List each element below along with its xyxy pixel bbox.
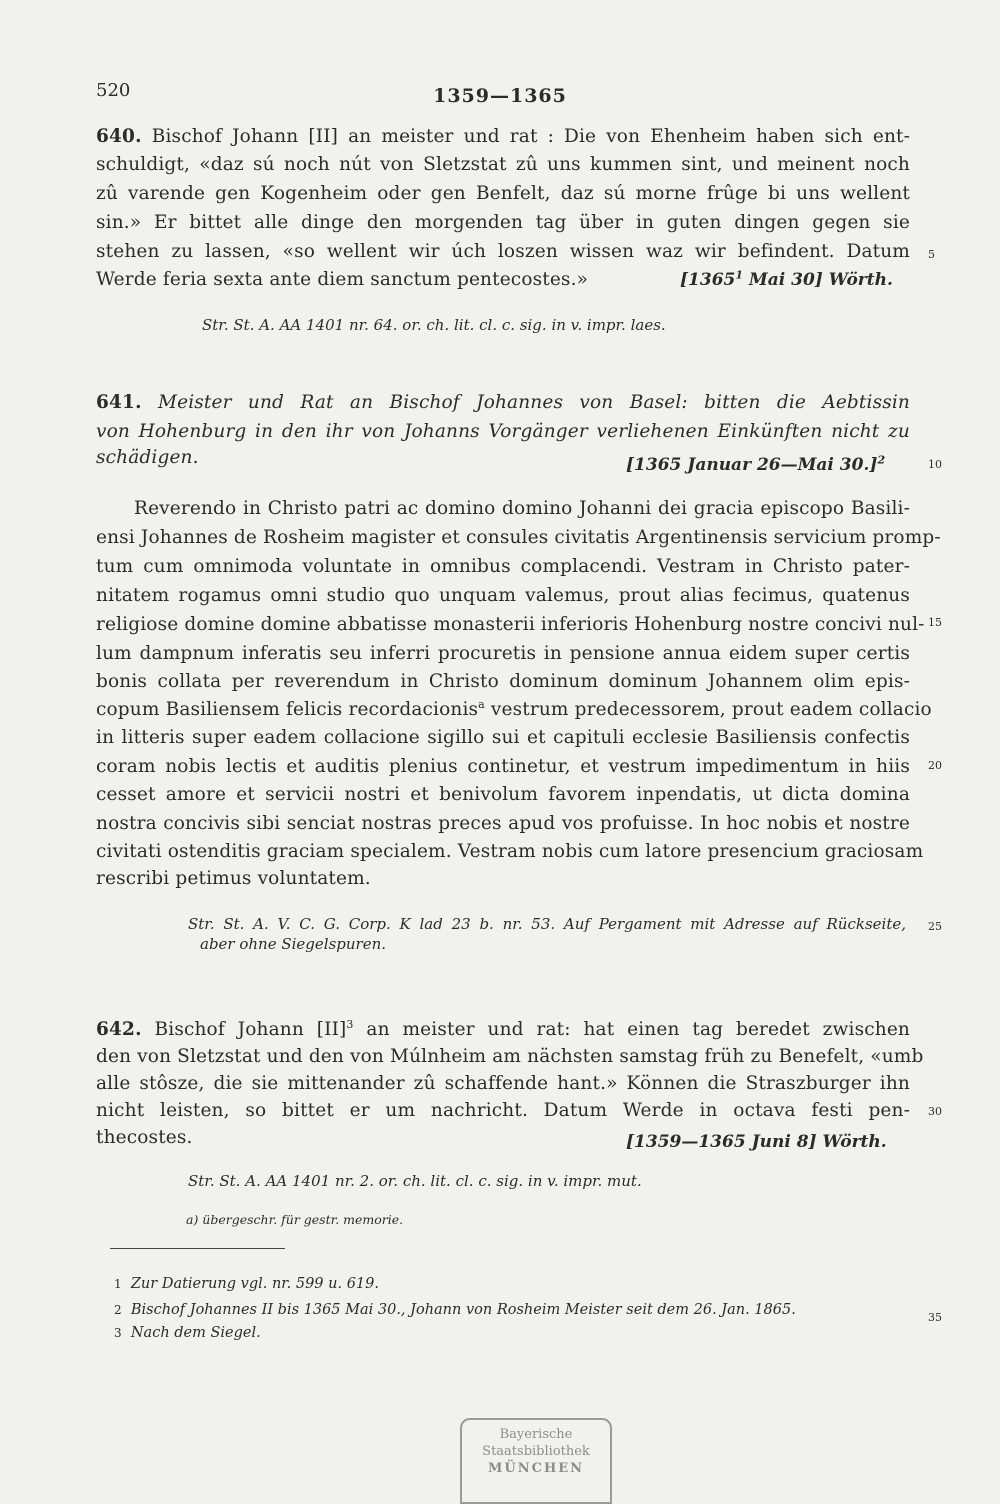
entry-641-body-line-5: religiose domine domine abbatisse monasterii inferioris Hohenburg nostre concivi nul- [96,614,925,635]
entry-642-line-3: alle stôsze, die sie mittenander zû schaffende hant.» Können die Straszburger ihn [96,1073,910,1094]
entry-640-line-6: Werde feria sexta ante diem sanctum pentecostes.» [96,269,589,290]
entry-641-body-line-13: civitati ostenditis graciam specialem. Vestram nobis cum latore presencium graciosam [96,841,924,862]
entry-640-source: Str. St. A. AA 1401 nr. 64. or. ch. lit. cl. c. sig. in v. impr. laes. [202,316,666,334]
entry-640-date: [1365$^1$ Mai 30] Wörth. [680,268,893,290]
entry-641-body-line-3: tum cum omnimoda voluntate in omnibus complacendi. Vestram in Christo pater- [96,556,910,577]
entry-641-summary-line-3: schädigen. [96,447,199,468]
line-number-5: 5 [928,248,935,261]
entry-641-body-line-8: copum Basiliensem felicis recordacionis$^a$ vestrum predecessorem, prout eadem collacio [96,697,932,720]
entry-641-body-line-11: cesset amore et servicii nostri et benivolum favorem inpendatis, ut dicta domina [96,784,910,805]
entry-640-line-4: sin.» Er bittet alle dinge den morgenden tag über in guten dingen gegen sie [96,212,910,233]
entry-641-body-line-7: bonis collata per reverendum in Christo dominum dominum Johannem olim epis- [96,671,910,692]
entry-641-body-line-6: lum dampnum inferatis seu inferri procuretis in pensione annua eidem super certis [96,643,910,664]
entry-641-body-line-14: rescribi petimus voluntatem. [96,868,371,889]
line-number-15: 15 [928,616,942,629]
entry-641-body-line-4: nitatem rogamus omni studio quo unquam valemus, prout alias fecimus, quatenus [96,585,910,606]
entry-641-summary-line-2: von Hohenburg in den ihr von Johanns Vorgänger verliehenen Einkünften nicht zu [96,421,910,442]
entry-640-line-5: stehen zu lassen, «so wellent wir úch loszen wissen waz wir befindent. Datum [96,241,910,262]
entry-642-source: Str. St. A. AA 1401 nr. 2. or. ch. lit. cl. c. sig. in v. impr. mut. [188,1172,642,1190]
entry-642-line-1: 642. Bischof Johann [II]$^3$ an meister und rat: hat einen tag beredet zwischen [96,1017,910,1040]
entry-642-date: [1359—1365 Juni 8] Wörth. [626,1132,887,1152]
entry-number: 642. [96,1019,142,1040]
entry-642-line-2: den von Sletzstat und den von Múlnheim am nächsten samstag früh zu Benefelt, «umb [96,1046,924,1067]
page-number: 520 [96,80,131,101]
entry-641-body-line-10: coram nobis lectis et auditis plenius continetur, et vestrum impedimentum in hiis [96,756,910,777]
entry-number: 640. [96,126,142,147]
line-number-30: 30 [928,1105,942,1118]
entry-640-line-3: zû varende gen Kogenheim oder gen Benfelt, daz sú morne frûge bi uns wellent [96,183,910,204]
entry-641-body-line-2: ensi Johannes de Rosheim magister et consules civitatis Argentinensis servicium promp- [96,527,941,548]
entry-number: 641. [96,392,142,413]
library-stamp: Bayerische Staatsbibliothek MÜNCHEN [460,1418,612,1504]
line-number-10: 10 [928,458,942,471]
entry-641-body-line-12: nostra concivis sibi senciat nostras preces apud vos profuisse. In hoc nobis et nostre [96,813,910,834]
footnote-divider [110,1248,285,1249]
line-number-20: 20 [928,759,942,772]
line-number-25: 25 [928,920,942,933]
line-number-35: 35 [928,1311,942,1324]
textual-apparatus: a) übergeschr. für gestr. memorie. [186,1212,404,1227]
entry-641-source-line-2: aber ohne Siegelspuren. [200,935,387,953]
footnote-3: 3 Nach dem Siegel. [114,1325,261,1341]
entry-641-body-line-1: Reverendo in Christo patri ac domino domino Johanni dei gracia episcopo Basili- [134,498,910,519]
footnote-2: 2 Bischof Johannes II bis 1365 Mai 30., Johann von Rosheim Meister seit dem 26. Jan. 1865. [114,1302,796,1318]
entry-641-body-line-9: in litteris super eadem collacione sigillo sui et capituli ecclesie Basiliensis confectis [96,727,910,748]
entry-641-source-line-1: Str. St. A. V. C. G. Corp. K lad 23 b. nr. 53. Auf Pergament mit Adresse auf Rückseite, [188,915,906,933]
entry-642-line-4: nicht leisten, so bittet er um nachricht. Datum Werde in octava festi pen- [96,1100,910,1121]
running-header: 1359—1365 [433,85,567,107]
entry-641-summary-line-1: 641. Meister und Rat an Bischof Johannes von Basel: bitten die Aebtissin [96,392,910,413]
footnote-1: 1 Zur Datierung vgl. nr. 599 u. 619. [114,1276,379,1292]
entry-640-line-2: schuldigt, «daz sú noch nút von Sletzstat zû uns kummen sint, und meinent noch [96,154,910,175]
entry-640-line-1: 640. Bischof Johann [II] an meister und rat : Die von Ehenheim haben sich ent- [96,126,910,147]
entry-642-line-5: thecostes. [96,1127,193,1148]
entry-641-date: [1365 Januar 26—Mai 30.]$^2$ [626,453,886,475]
